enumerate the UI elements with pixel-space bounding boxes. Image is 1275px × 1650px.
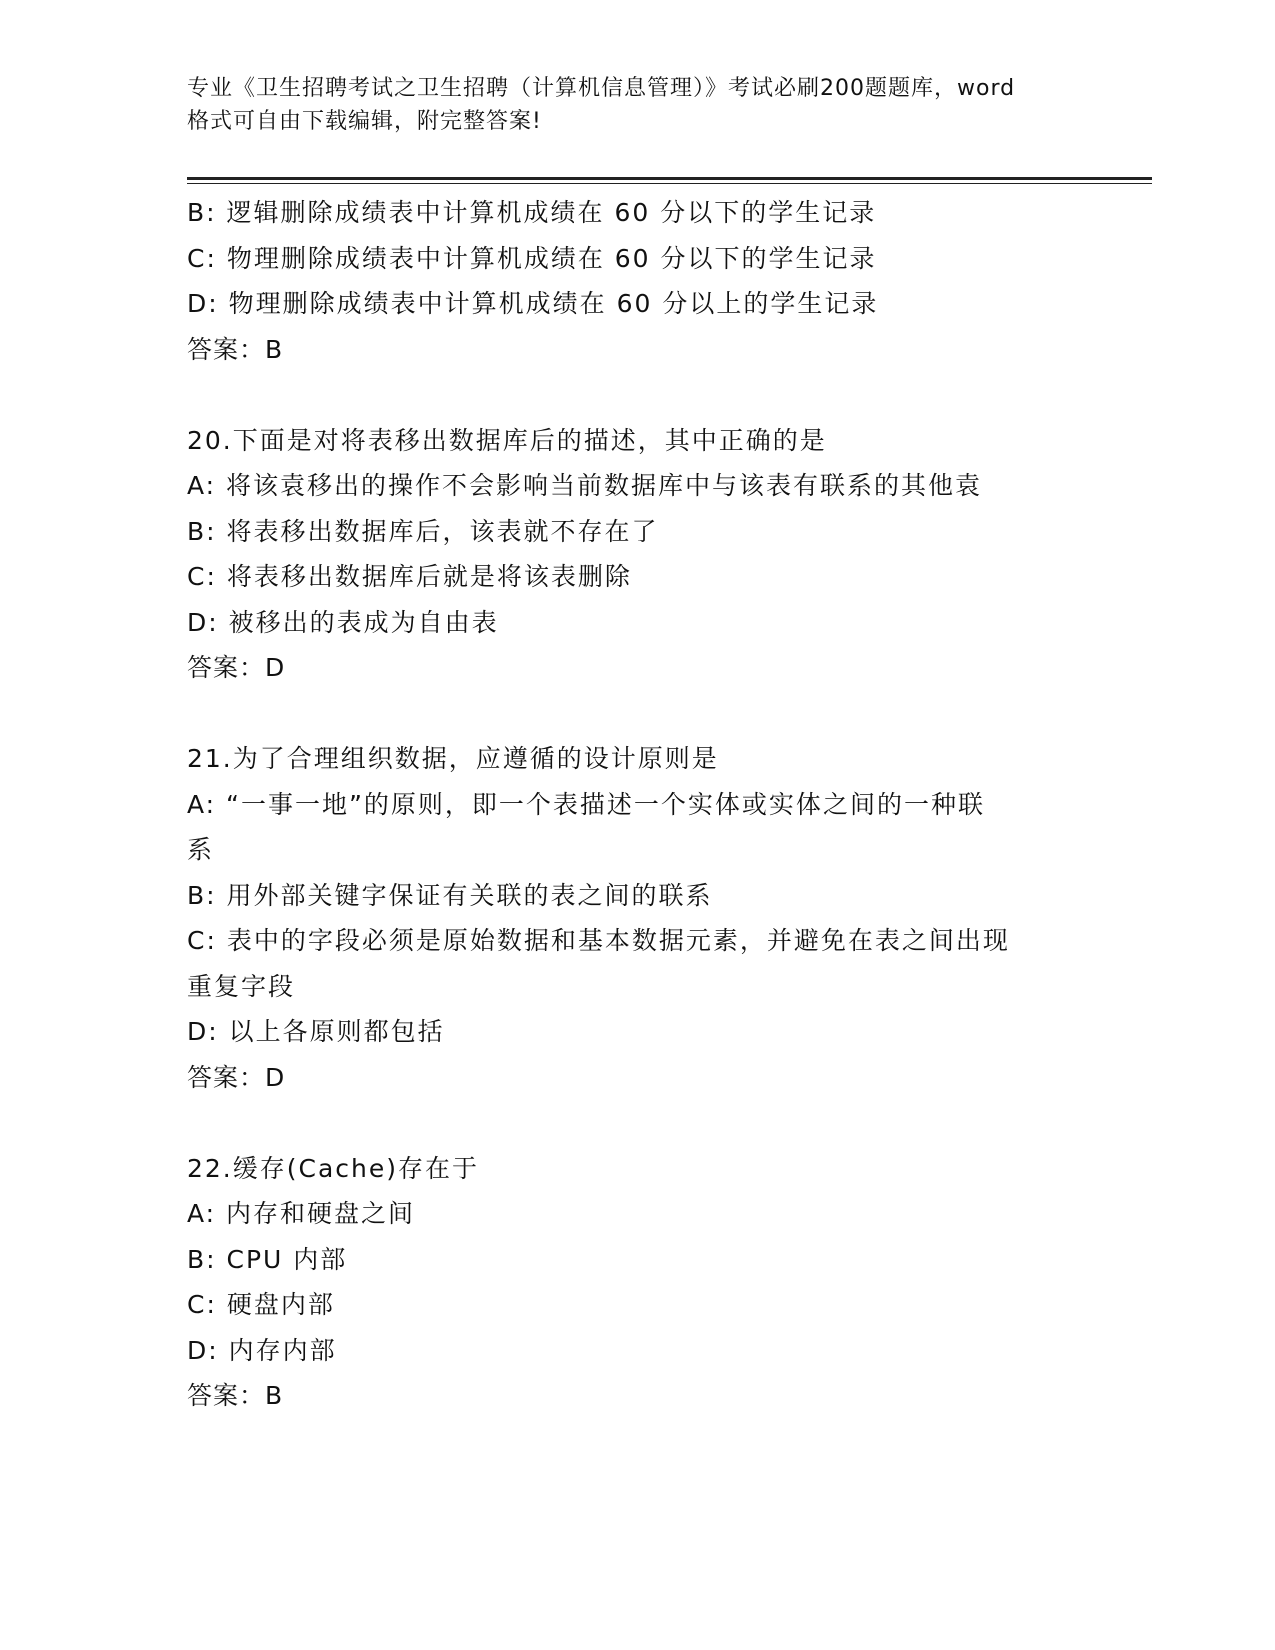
option-b: B: 逻辑删除成绩表中计算机成绩在 60 分以下的学生记录 [187,198,877,227]
question-21 [187,736,1087,1100]
header-title-line-2: 格式可自由下载编辑，附完整答案! [187,109,542,134]
option-c: C: 硬盘内部 [187,1290,335,1319]
document-header [187,72,1087,138]
option-c: C: 将表移出数据库后就是将该表删除 [187,562,632,591]
question-22 [187,1146,1087,1419]
answer: 答案：D [187,653,286,682]
header-divider-thin [187,183,1152,184]
option-d: D: 物理删除成绩表中计算机成绩在 60 分以上的学生记录 [187,289,879,318]
spacer [187,372,1087,418]
spacer [187,1100,1087,1146]
question-text: 20.下面是对将表移出数据库后的描述，其中正确的是 [187,425,827,455]
answer: 答案：B [187,1381,284,1410]
option-c: C: 物理删除成绩表中计算机成绩在 60 分以下的学生记录 [187,243,877,273]
question-list [187,190,1087,1419]
option-d: D: 被移出的表成为自由表 [187,607,499,637]
question-text: 21.为了合理组织数据，应遵循的设计原则是 [187,744,719,773]
header-divider-thick [187,177,1152,180]
option-b: B: CPU 内部 [187,1244,348,1274]
header-title-line-1: 专业《卫生招聘考试之卫生招聘（计算机信息管理）》考试必刷200题题库，word [187,76,1016,101]
option-a: A: “一事一地”的原则，即一个表描述一个实体或实体之间的一种联 [187,789,985,819]
answer: 答案：B [187,334,284,364]
option-b: B: 将表移出数据库后，该表就不存在了 [187,516,659,546]
spacer [187,691,1087,737]
option-a: A: 将该袁移出的操作不会影响当前数据库中与该表有联系的其他袁 [187,471,983,500]
option-a: A: 内存和硬盘之间 [187,1199,416,1228]
question-19 [187,190,1087,372]
option-a-continuation: 系 [187,835,215,864]
option-c: C: 表中的字段必须是原始数据和基本数据元素，并避免在表之间出现 [187,926,1010,955]
question-text: 22.缓存(Cache)存在于 [187,1153,480,1183]
option-d: D: 以上各原则都包括 [187,1017,445,1046]
question-20 [187,418,1087,691]
option-c-continuation: 重复字段 [187,971,296,1001]
option-b: B: 用外部关键字保证有关联的表之间的联系 [187,880,713,910]
option-d: D: 内存内部 [187,1335,337,1365]
answer: 答案：D [187,1062,286,1092]
